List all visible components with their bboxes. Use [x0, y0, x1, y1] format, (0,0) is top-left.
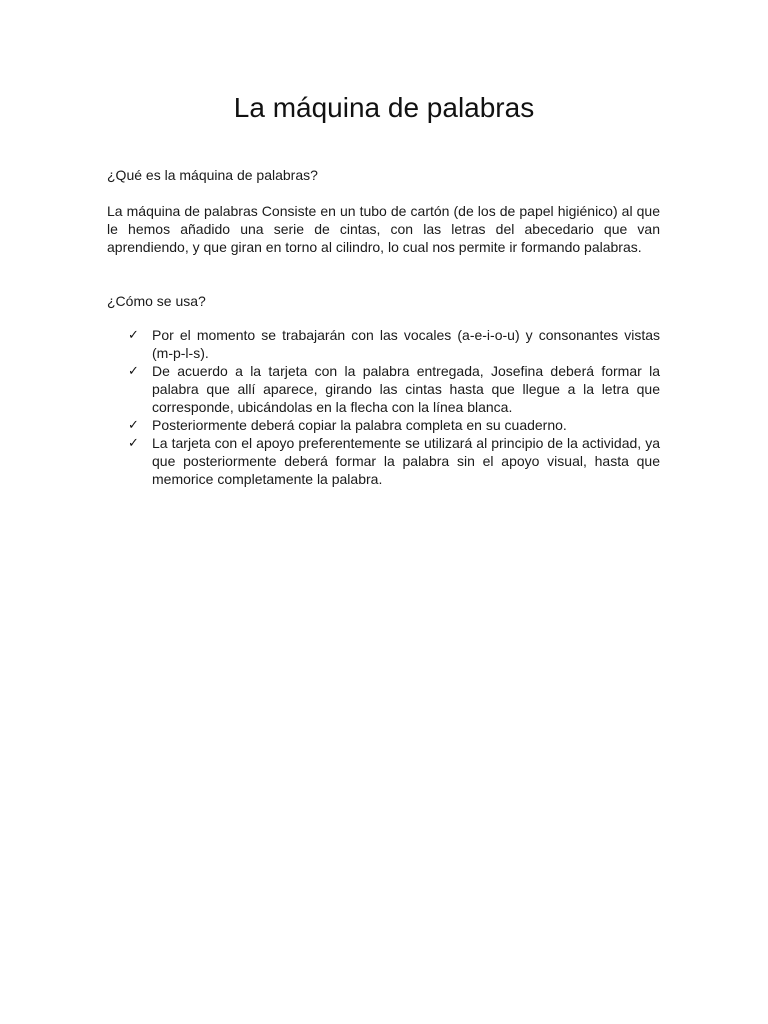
list-item-text: La tarjeta con el apoyo preferentemente se utilizará al principio de la actividad, ya que posteriormente deberá formar la palabra sin el apoyo visual, hasta que memorice completamente la palabra.	[152, 435, 660, 487]
checkmark-icon: ✓	[128, 363, 139, 378]
usage-checklist	[107, 326, 660, 488]
list-item-text: Por el momento se trabajarán con las vocales (a-e-i-o-u) y consonantes vistas (m-p-l-s).	[152, 327, 660, 361]
page-title: La máquina de palabras	[233, 92, 535, 123]
list-item	[107, 326, 660, 362]
question-what-is: ¿Qué es la máquina de palabras?	[107, 167, 318, 183]
checkmark-icon: ✓	[128, 435, 139, 450]
list-item	[107, 362, 660, 416]
description-paragraph: La máquina de palabras Consiste en un tubo de cartón (de los de papel higiénico) al que le hemos añadido una serie de cintas, con las letras del abecedario que van aprendiendo, y que giran en torno al cilindro, lo cual nos permite ir formando palabras.	[107, 203, 660, 255]
checkmark-icon: ✓	[128, 417, 139, 432]
list-item-text: De acuerdo a la tarjeta con la palabra entregada, Josefina deberá formar la palabra que allí aparece, girando las cintas hasta que llegue a la letra que corresponde, ubicándolas en la flecha con la línea blanca.	[152, 363, 660, 415]
list-item	[107, 434, 660, 488]
list-item	[107, 416, 660, 434]
question-how-to-use: ¿Cómo se usa?	[107, 293, 206, 309]
checkmark-icon: ✓	[128, 327, 139, 342]
list-item-text: Posteriormente deberá copiar la palabra completa en su cuaderno.	[152, 417, 567, 433]
